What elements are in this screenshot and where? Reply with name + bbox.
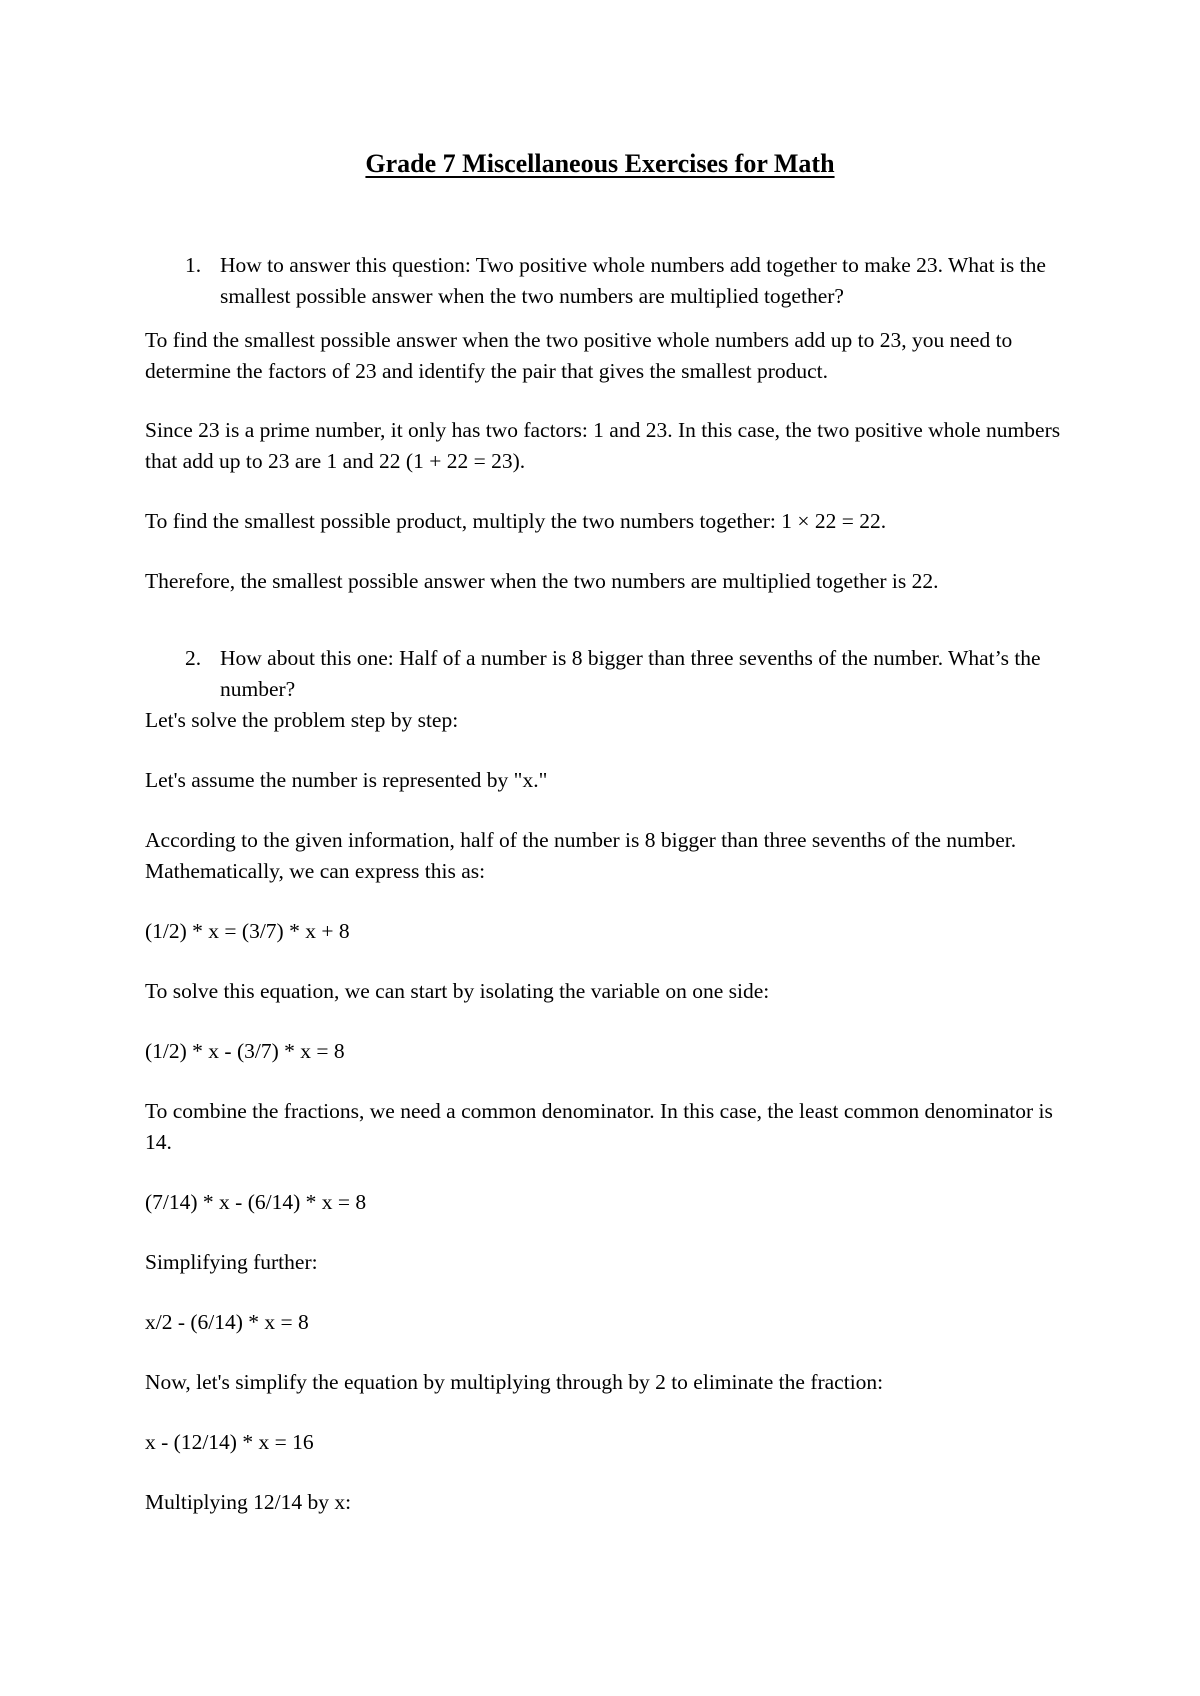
- answer-1-paragraph: To find the smallest possible answer when the two positive whole numbers add up to 23, you need to determine the factors of 23 and identify the pair that gives the smallest product.: [145, 328, 1013, 383]
- answer-2-paragraph: Now, let's simplify the equation by multiplying through by 2 to eliminate the fraction:: [145, 1370, 884, 1394]
- question-2-text: How about this one: Half of a number is 8 bigger than three sevenths of the number. What’s the number?: [220, 646, 1041, 701]
- answer-2-paragraph: Let's assume the number is represented by "x.": [145, 768, 548, 792]
- equation: (1/2) * x - (3/7) * x = 8: [145, 1039, 345, 1063]
- answer-1-paragraph: Therefore, the smallest possible answer when the two numbers are multiplied together is 22.: [145, 569, 939, 593]
- document-title: Grade 7 Miscellaneous Exercises for Math: [365, 149, 835, 178]
- equation: (7/14) * x - (6/14) * x = 8: [145, 1190, 367, 1214]
- question-2-number: 2.: [185, 646, 202, 670]
- answer-2-paragraph: Multiplying 12/14 by x:: [145, 1490, 352, 1514]
- answer-2-paragraph: Simplifying further:: [145, 1250, 318, 1274]
- equation: (1/2) * x = (3/7) * x + 8: [145, 919, 350, 943]
- answer-2-paragraph: To solve this equation, we can start by isolating the variable on one side:: [145, 979, 770, 1003]
- equation: x - (12/14) * x = 16: [145, 1430, 314, 1454]
- answer-2-paragraph: Let's solve the problem step by step:: [145, 708, 459, 732]
- question-1-text: How to answer this question: Two positive whole numbers add together to make 23. What is the smallest possible answer when the two numbers are multiplied together?: [220, 253, 1046, 308]
- answer-2-paragraph: To combine the fractions, we need a common denominator. In this case, the least common denominator is 14.: [145, 1099, 1053, 1154]
- question-1-number: 1.: [185, 253, 202, 277]
- equation: x/2 - (6/14) * x = 8: [145, 1310, 309, 1334]
- question-2: [185, 643, 1065, 705]
- question-1: [185, 250, 1065, 312]
- answer-1-paragraph: Since 23 is a prime number, it only has two factors: 1 and 23. In this case, the two positive whole numbers that add up to 23 are 1 and 22 (1 + 22 = 23).: [145, 418, 1061, 473]
- answer-1-paragraph: To find the smallest possible product, multiply the two numbers together: 1 × 22 = 22.: [145, 509, 887, 533]
- answer-2-paragraph: According to the given information, half of the number is 8 bigger than three sevenths of the number. Mathematically, we can express this as:: [145, 828, 1017, 883]
